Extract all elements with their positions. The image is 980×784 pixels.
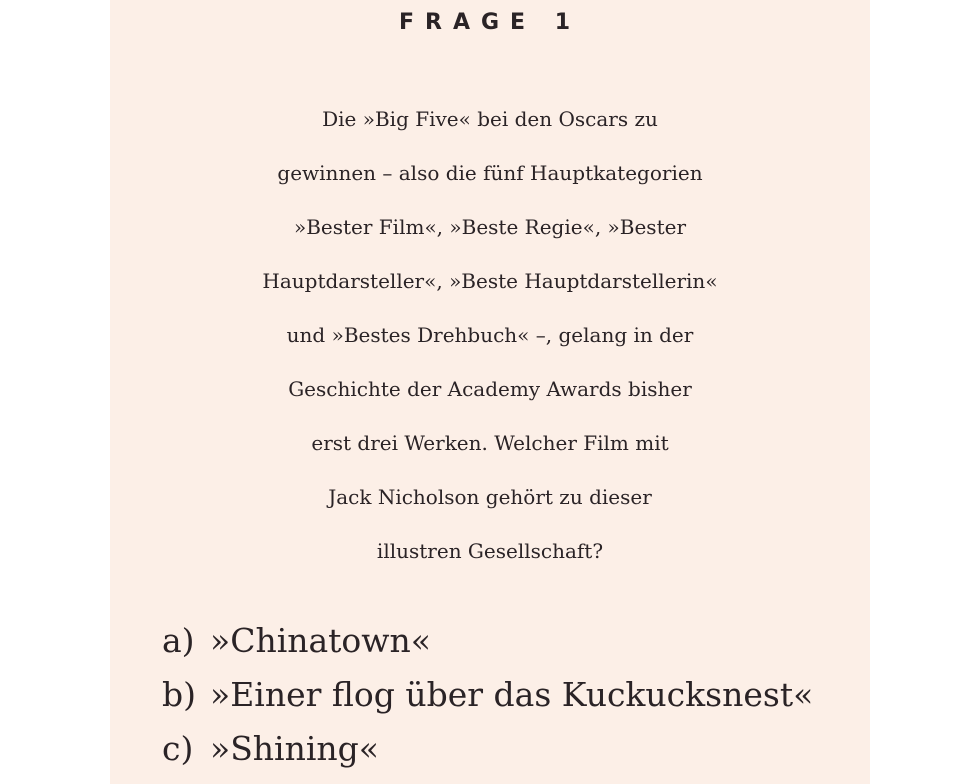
quiz-card	[110, 0, 870, 784]
question-line: gewinnen – also die fünf Hauptkategorien	[277, 161, 703, 185]
answer-letter: b)	[162, 675, 196, 714]
answer-text: »Einer flog über das Kuckucksnest«	[210, 675, 814, 714]
question-line: »Bester Film«, »Beste Regie«, »Bester	[293, 215, 687, 239]
question-line: erst drei Werken. Welcher Film mit	[311, 431, 669, 455]
answer-option-b[interactable]	[162, 668, 813, 722]
question-line: illustren Gesellschaft?	[376, 539, 604, 563]
answer-option-c[interactable]	[162, 722, 813, 776]
question-line: Die »Big Five« bei den Oscars zu	[322, 107, 658, 131]
question-line: Jack Nicholson gehört zu dieser	[328, 485, 652, 509]
answer-letter: c)	[162, 729, 194, 768]
answer-text: »Chinatown«	[210, 621, 431, 660]
answer-text: »Shining«	[210, 729, 379, 768]
question-text	[110, 92, 870, 578]
question-line: Geschichte der Academy Awards bisher	[288, 377, 692, 401]
answer-list	[162, 614, 813, 776]
answer-option-a[interactable]	[162, 614, 813, 668]
question-heading: FRAGE 1	[398, 10, 582, 35]
answer-letter: a)	[162, 621, 195, 660]
question-line: Hauptdarsteller«, »Beste Hauptdarstellerin«	[262, 269, 718, 293]
question-line: und »Bestes Drehbuch« –, gelang in der	[286, 323, 694, 347]
